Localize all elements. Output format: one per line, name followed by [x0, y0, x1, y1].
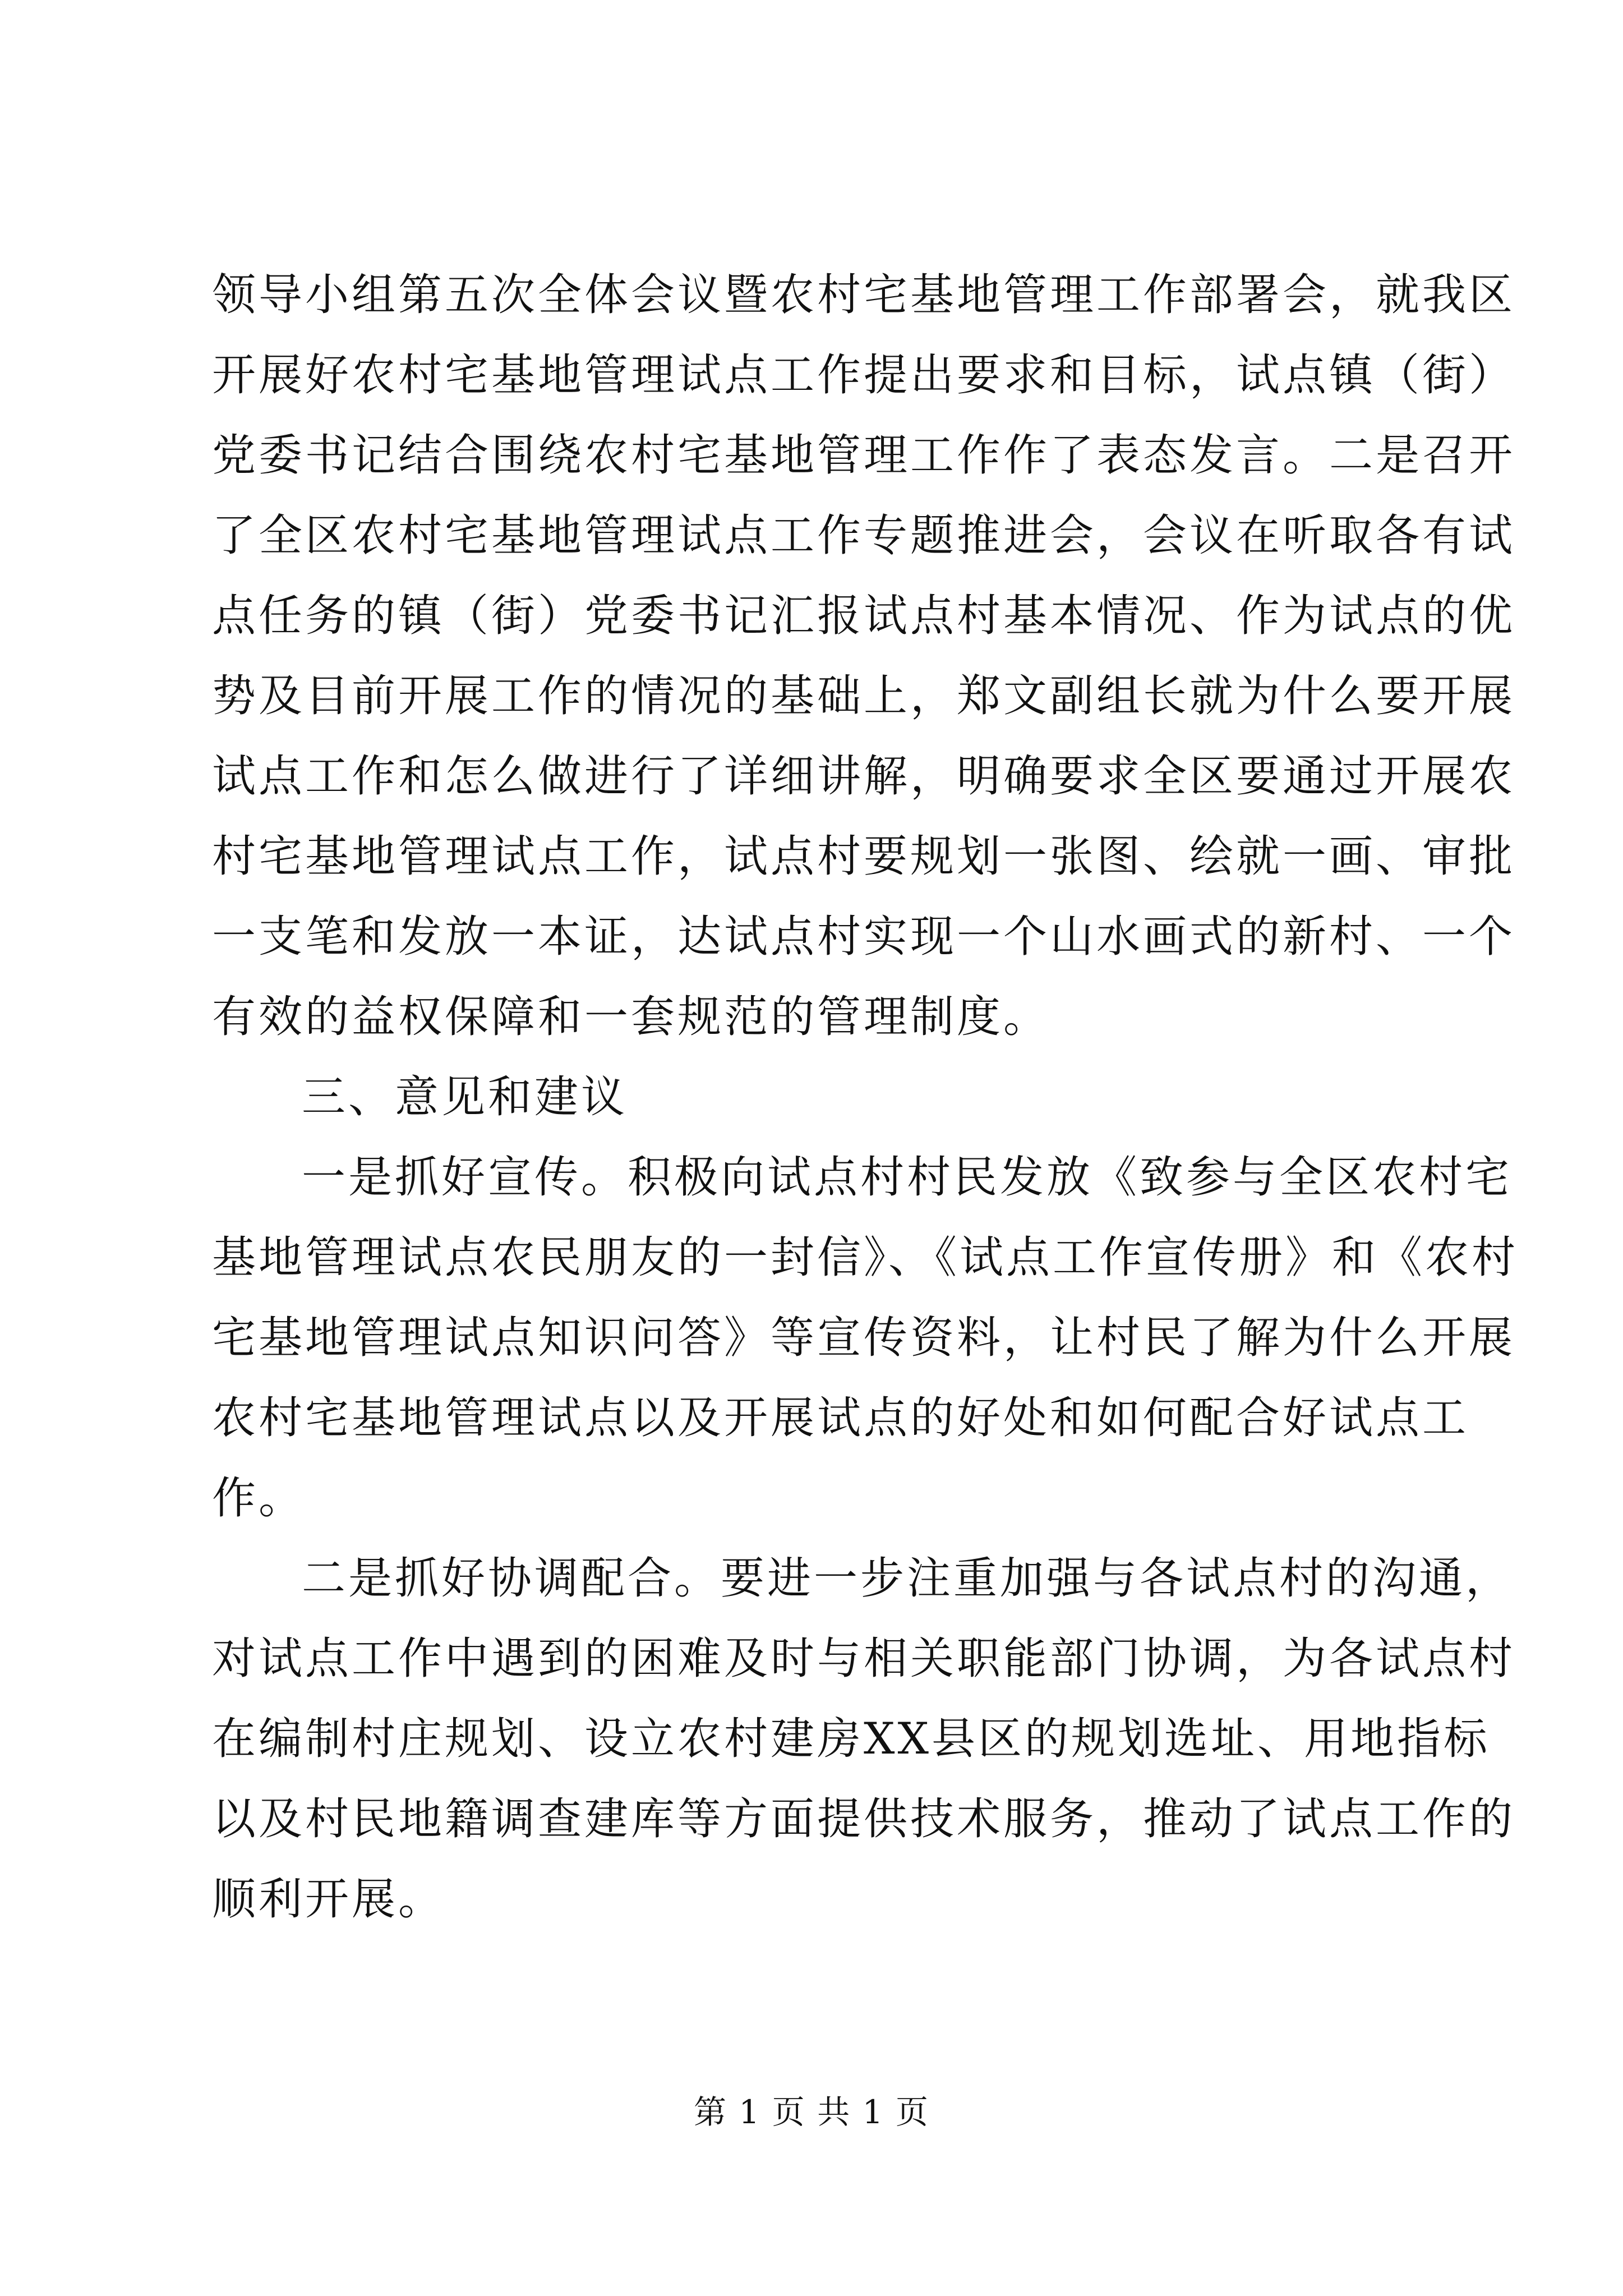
paragraph-line: 有效的益权保障和一套规范的管理制度。	[212, 992, 1050, 1042]
paragraph-line: 作。	[212, 1473, 306, 1524]
document-body	[212, 255, 1519, 1940]
paragraph-line: 试点工作和怎么做进行了详细讲解，明确要求全区要通过开展农	[212, 751, 1516, 802]
paragraph-line: 在编制村庄规划、设立农村建房XX县区的规划选址、用地指标	[212, 1714, 1491, 1764]
section-heading: 三、意见和建议	[302, 1072, 628, 1122]
paragraph-line: 开展好农村宅基地管理试点工作提出要求和目标，试点镇（街）	[212, 350, 1516, 401]
paragraph-line: 二是抓好协调配合。要进一步注重加强与各试点村的沟通，	[302, 1553, 1513, 1604]
paragraph-line: 一是抓好宣传。积极向试点村村民发放《致参与全区农村宅	[302, 1152, 1513, 1203]
paragraph-line: 势及目前开展工作的情况的基础上，郑文副组长就为什么要开展	[212, 671, 1516, 721]
paragraph-line: 顺利开展。	[212, 1874, 445, 1925]
paragraph-line: 一支笔和发放一本证，达试点村实现一个山水画式的新村、一个	[212, 912, 1516, 962]
paragraph-line: 村宅基地管理试点工作，试点村要规划一张图、绘就一画、审批	[212, 831, 1516, 882]
paragraph-line: 点任务的镇（街）党委书记汇报试点村基本情况、作为试点的优	[212, 591, 1516, 641]
paragraph-line: 党委书记结合围绕农村宅基地管理工作作了表态发言。二是召开	[212, 430, 1516, 481]
paragraph-line: 以及村民地籍调查建库等方面提供技术服务，推动了试点工作的	[212, 1794, 1516, 1844]
page-footer: 第 1 页 共 1 页	[694, 2093, 929, 2131]
paragraph-line: 宅基地管理试点知识问答》等宣传资料，让村民了解为什么开展	[212, 1313, 1516, 1363]
paragraph-line: 基地管理试点农民朋友的一封信》、《试点工作宣传册》和《农村	[212, 1232, 1519, 1283]
paragraph-line: 领导小组第五次全体会议暨农村宅基地管理工作部署会，就我区	[212, 270, 1516, 320]
paragraph-line: 了全区农村宅基地管理试点工作专题推进会，会议在听取各有试	[212, 510, 1516, 561]
paragraph-line: 农村宅基地管理试点以及开展试点的好处和如何配合好试点工	[212, 1393, 1469, 1443]
paragraph-line: 对试点工作中遇到的困难及时与相关职能部门协调，为各试点村	[212, 1634, 1516, 1684]
